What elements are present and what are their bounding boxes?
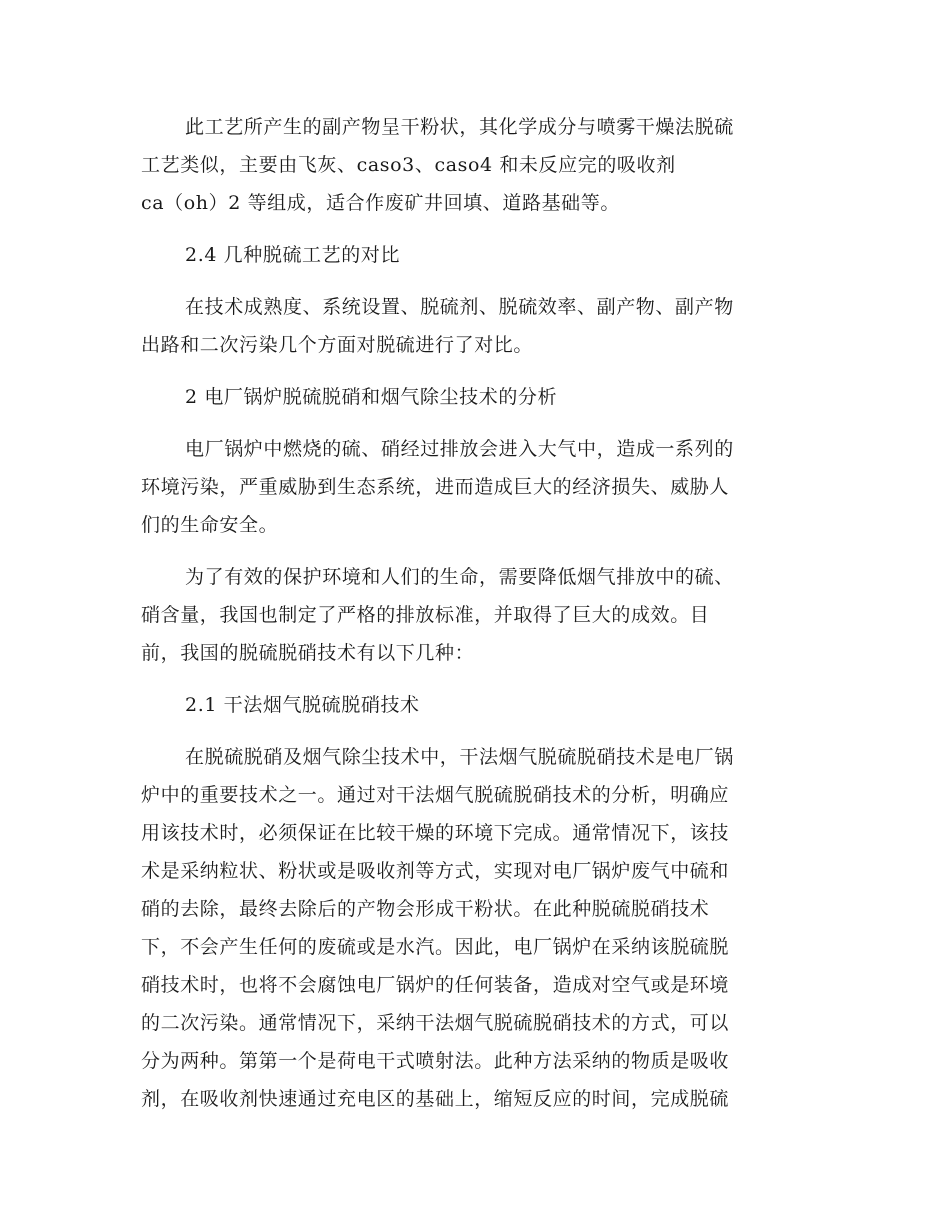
text-line: 下，不会产生任何的废硫或是水汽。因此，电厂锅炉在采纳该脱硫脱: [141, 936, 730, 958]
text-line: 前，我国的脱硫脱硝技术有以下几种：: [141, 642, 475, 664]
paragraph-standards: [141, 558, 795, 672]
text-line: 出路和二次污染几个方面对脱硫进行了对比。: [141, 334, 534, 356]
text-line: 工艺类似，主要由飞灰、caso3、caso4 和未反应完的吸收剂: [141, 154, 676, 176]
heading-text: 2.4 几种脱硫工艺的对比: [185, 244, 401, 266]
text-line: 在技术成熟度、系统设置、脱硫剂、脱硫效率、副产物、副产物: [185, 296, 734, 318]
text-line: 剂，在吸收剂快速通过充电区的基础上，缩短反应的时间，完成脱硫: [141, 1088, 730, 1110]
paragraph-comparison: [141, 288, 795, 364]
text-line: 电厂锅炉中燃烧的硫、硝经过排放会进入大气中，造成一系列的: [185, 438, 734, 460]
text-line: 此工艺所产生的副产物呈干粉状，其化学成分与喷雾干燥法脱硫: [185, 116, 734, 138]
heading-text: 2 电厂锅炉脱硫脱硝和烟气除尘技术的分析: [185, 386, 558, 408]
heading-text: 2.1 干法烟气脱硫脱硝技术: [185, 694, 420, 716]
text-line: 硝技术时，也将不会腐蚀电厂锅炉的任何装备，造成对空气或是环境: [141, 974, 730, 996]
section-heading-2-4: [141, 236, 795, 274]
section-heading-2-1: [141, 686, 795, 724]
text-line: 术是采纳粒状、粉状或是吸收剂等方式，实现对电厂锅炉废气中硫和: [141, 860, 730, 882]
section-heading-2: [141, 378, 795, 416]
document-body: [141, 108, 795, 1132]
text-line: 硝的去除，最终去除后的产物会形成干粉状。在此种脱硫脱硝技术: [141, 898, 710, 920]
paragraph-pollution: [141, 430, 795, 544]
text-line: ca（oh）2 等组成，适合作废矿井回填、道路基础等。: [141, 192, 620, 214]
text-line: 为了有效的保护环境和人们的生命，需要降低烟气排放中的硫、: [185, 566, 734, 588]
text-line: 硝含量，我国也制定了严格的排放标准，并取得了巨大的成效。目: [141, 604, 710, 626]
text-line: 环境污染，严重威胁到生态系统，进而造成巨大的经济损失、威胁人: [141, 476, 730, 498]
paragraph-dry-method: [141, 738, 795, 1118]
text-line: 分为两种。第第一个是荷电干式喷射法。此种方法采纳的物质是吸收: [141, 1050, 730, 1072]
text-line: 们的生命安全。: [141, 514, 279, 536]
text-line: 的二次污染。通常情况下，采纳干法烟气脱硫脱硝技术的方式，可以: [141, 1012, 730, 1034]
paragraph-byproduct: [141, 108, 795, 222]
text-line: 炉中的重要技术之一。通过对干法烟气脱硫脱硝技术的分析，明确应: [141, 784, 730, 806]
text-line: 用该技术时，必须保证在比较干燥的环境下完成。通常情况下，该技: [141, 822, 730, 844]
text-line: 在脱硫脱硝及烟气除尘技术中，干法烟气脱硫脱硝技术是电厂锅: [185, 746, 734, 768]
